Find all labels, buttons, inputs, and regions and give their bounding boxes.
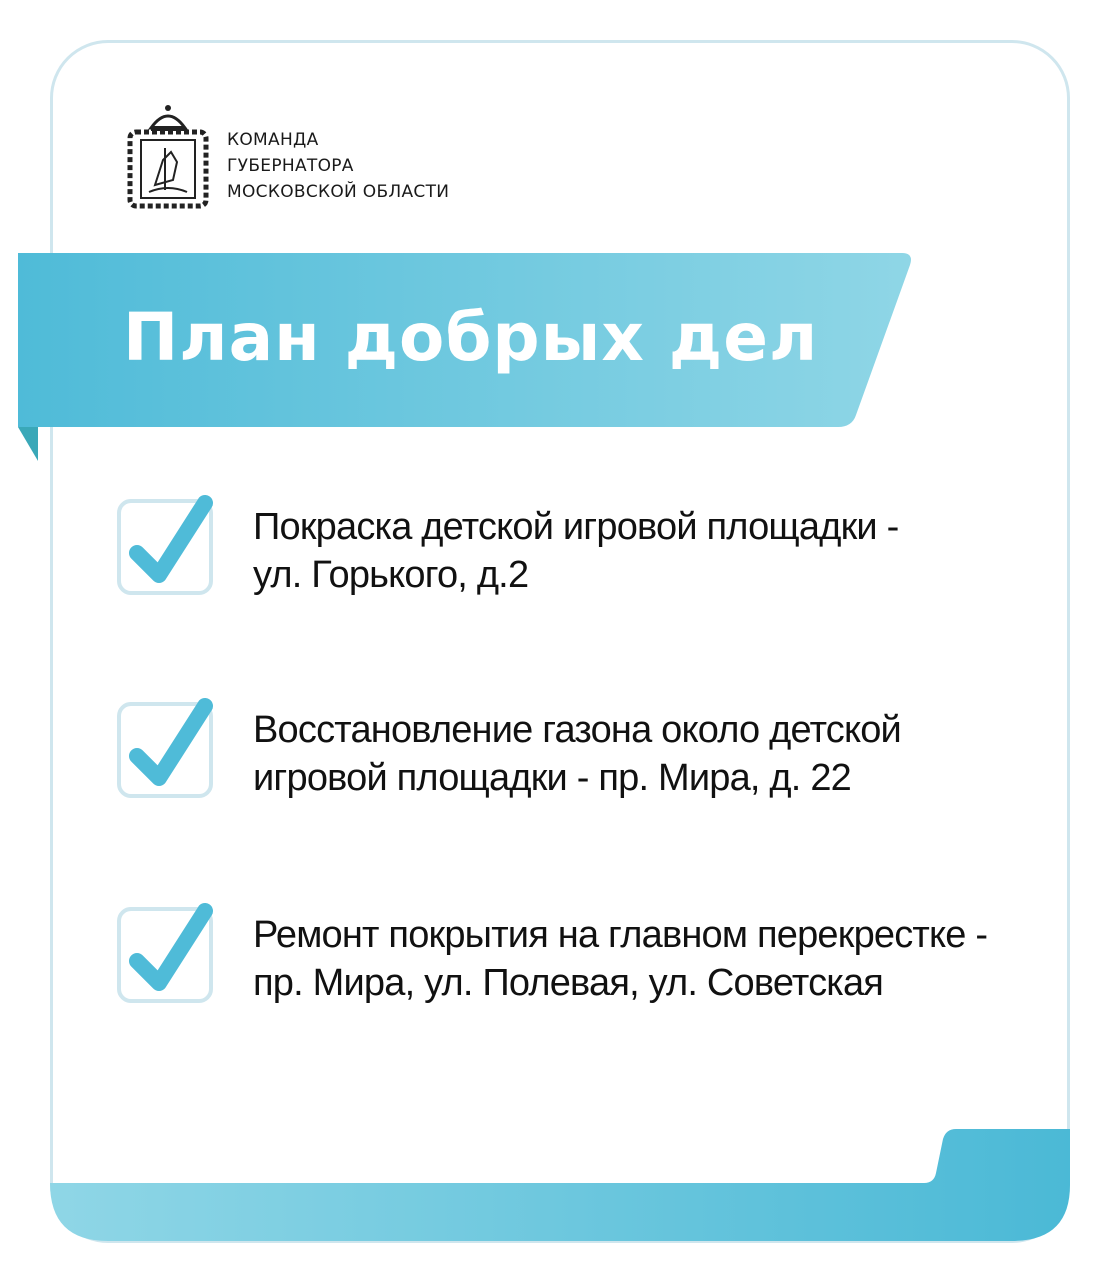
task-line-1: Восстановление газона около детской bbox=[253, 709, 901, 751]
logo-line-3: МОСКОВСКОЙ ОБЛАСТИ bbox=[227, 182, 450, 202]
task-text-3 bbox=[253, 911, 987, 1007]
bottom-wave-decoration bbox=[50, 1125, 1070, 1243]
title-banner bbox=[18, 253, 914, 427]
task-line-2: игровой площадки - пр. Мира, д. 22 bbox=[253, 757, 851, 799]
logo-line-1: КОМАНДА bbox=[227, 130, 319, 150]
task-line-1: Ремонт покрытия на главном перекрестке - bbox=[253, 914, 988, 956]
task-checkbox-3[interactable] bbox=[117, 903, 217, 1003]
task-item-1 bbox=[117, 495, 898, 599]
task-checkbox-1[interactable] bbox=[117, 495, 217, 595]
task-line-2: пр. Мира, ул. Полевая, ул. Советская bbox=[253, 962, 884, 1004]
logo-line-2: ГУБЕРНАТОРА bbox=[227, 156, 354, 176]
page-title: План добрых дел bbox=[123, 299, 819, 376]
task-text-2 bbox=[253, 706, 901, 802]
card-frame bbox=[50, 40, 1070, 1243]
task-checkbox-2[interactable] bbox=[117, 698, 217, 798]
coat-of-arms-icon bbox=[127, 100, 209, 210]
task-line-1: Покраска детской игровой площадки - bbox=[253, 506, 899, 548]
task-item-3 bbox=[117, 903, 987, 1007]
logo-text bbox=[227, 127, 449, 205]
task-text-1 bbox=[253, 503, 898, 599]
task-line-2: ул. Горького, д.2 bbox=[253, 554, 529, 596]
logo bbox=[127, 100, 449, 210]
task-item-2 bbox=[117, 698, 901, 802]
